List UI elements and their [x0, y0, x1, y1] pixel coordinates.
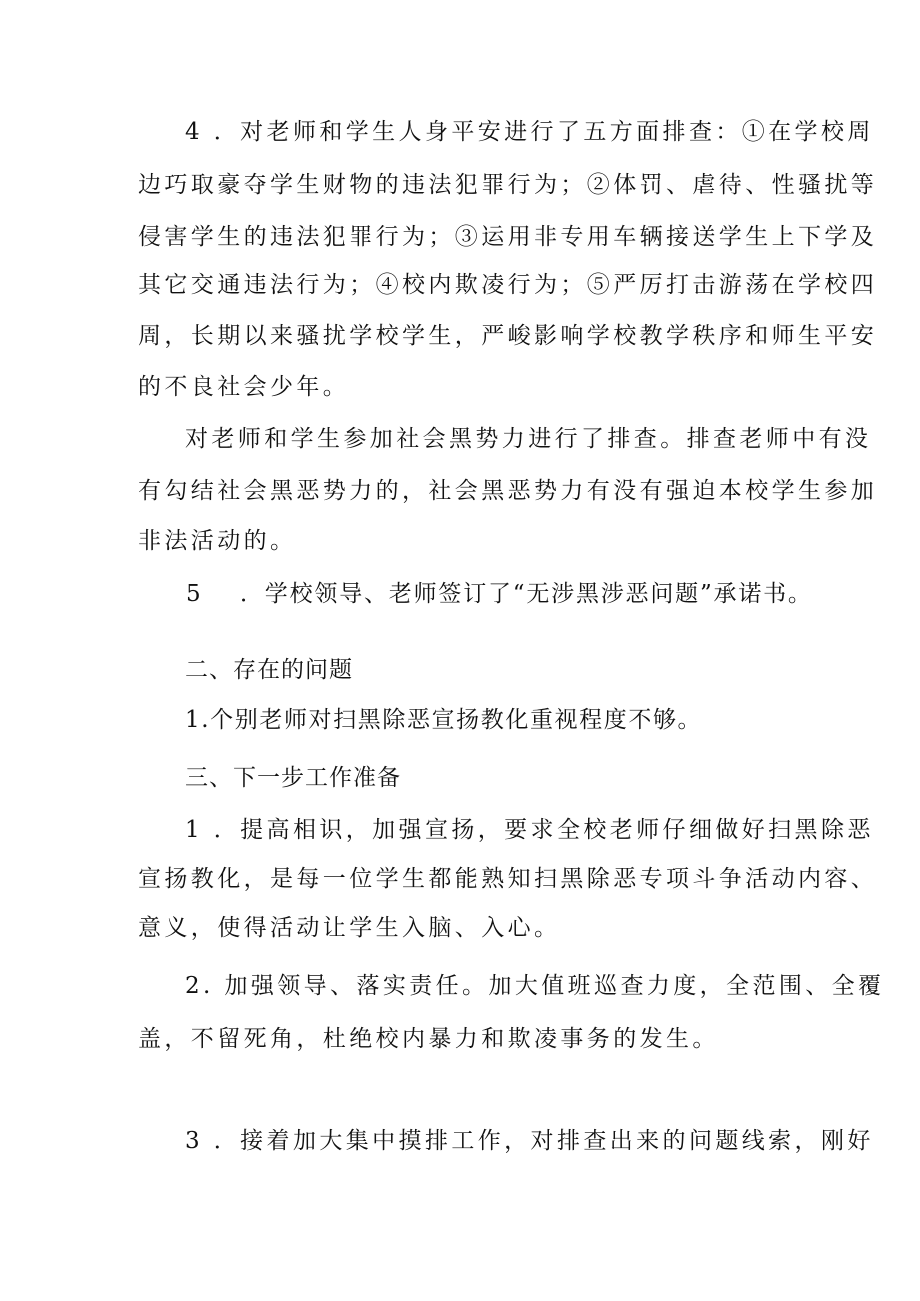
section3-heading: 三、下一步工作准备	[185, 765, 401, 791]
section2-heading: 二、存在的问题	[185, 657, 353, 683]
gang-para-line-3: 非法活动的。	[138, 528, 297, 554]
section3-item1-line-1: 1 ．提高相识，加强宣扬，要求全校老师仔细做好扫黑除恶	[185, 817, 874, 843]
gang-para-line-2: 有勾结社会黑恶势力的，社会黑恶势力有没有强迫本校学生参加	[138, 478, 878, 504]
section3-item2-line-2: 盖，不留死角，杜绝校内暴力和欺凌事务的发生。	[138, 1026, 719, 1052]
item4-line-5: 周，长期以来骚扰学校学生，严峻影响学校教学秩序和师生平安	[138, 323, 878, 349]
item4-line-6: 的不良社会少年。	[138, 374, 350, 400]
section2-item1: 1.个别老师对扫黑除恶宣扬教化重视程度不够。	[185, 707, 703, 733]
item4-line-4: 其它交通违法行为；④校内欺凌行为；⑤严厉打击游荡在学校四	[138, 272, 878, 298]
item4-line-3: 侵害学生的违法犯罪行为；③运用非专用车辆接送学生上下学及	[138, 224, 878, 250]
gang-para-line-1: 对老师和学生参加社会黑势力进行了排查。排查老师中有没	[185, 426, 872, 452]
section3-item2-line-1: 2. 加强领导、落实责任。加大值班巡查力度，全范围、全覆	[185, 973, 885, 999]
item5-number: 5	[186, 581, 201, 607]
section3-item1-line-2: 宣扬教化，是每一位学生都能熟知扫黑除恶专项斗争活动内容、	[138, 866, 878, 892]
item4-line-2: 边巧取豪夺学生财物的违法犯罪行为；②体罚、虐待、性骚扰等	[138, 172, 878, 198]
item4-line-1: 4 ．对老师和学生人身平安进行了五方面排查：①在学校周	[185, 119, 874, 145]
section3-item3-line-1: 3 ．接着加大集中摸排工作，对排查出来的问题线索，刚好	[185, 1128, 874, 1154]
section3-item1-line-3: 意义，使得活动让学生入脑、入心。	[138, 915, 561, 941]
item5-text: ．学校领导、老师签订了“无涉黑涉恶问题”承诺书。	[240, 581, 813, 607]
